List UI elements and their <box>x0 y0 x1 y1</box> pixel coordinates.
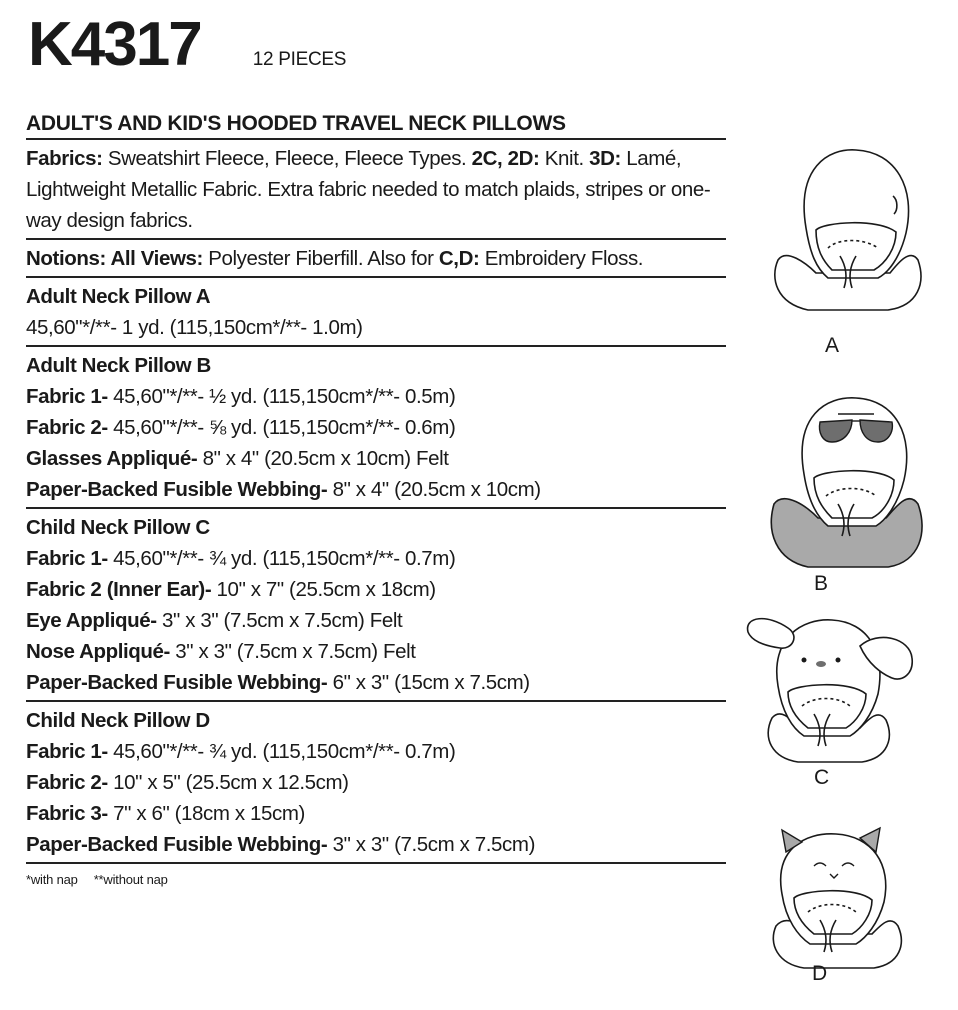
pillow-a-section <box>26 278 726 347</box>
row-value: 8" x 4" (20.5cm x 10cm) <box>327 478 541 501</box>
requirement-row <box>26 736 726 767</box>
pattern-title: ADULT'S AND KID'S HOODED TRAVEL NECK PILLOWS <box>26 108 726 140</box>
ear-left <box>748 619 794 649</box>
row-label: Glasses Appliqué- <box>26 447 198 470</box>
requirement-row <box>26 829 726 860</box>
pillow-d-heading: Child Neck Pillow D <box>26 709 210 732</box>
requirement-row <box>26 574 726 605</box>
eye-right <box>836 658 841 663</box>
fabrics-types: Sweatshirt Fleece, Fleece, Fleece Types. <box>102 147 472 170</box>
row-label: Fabric 3- <box>26 802 108 825</box>
pattern-header <box>28 10 347 79</box>
pillow-d-section <box>26 702 726 864</box>
row-value: 45,60"*/**- ¾ yd. (115,150cm*/**- 0.7m) <box>107 547 456 570</box>
view-c-illustration <box>742 608 917 768</box>
requirement-row <box>26 667 726 698</box>
requirement-row <box>26 605 726 636</box>
row-label: Fabric 2- <box>26 416 108 439</box>
notions-floss: Embroidery Floss. <box>479 247 644 270</box>
row-value: 10" x 7" (25.5cm x 18cm) <box>211 578 436 601</box>
pillow-a-heading: Adult Neck Pillow A <box>26 285 211 308</box>
row-label: Paper-Backed Fusible Webbing- <box>26 478 328 501</box>
row-label: Paper-Backed Fusible Webbing- <box>26 833 328 856</box>
pattern-code: K4317 <box>28 10 201 79</box>
requirement-row <box>26 412 726 443</box>
view-d-illustration <box>764 822 924 972</box>
requirement-row <box>26 543 726 574</box>
fabrics-label: Fabrics: <box>26 147 103 170</box>
view-c-label: C <box>814 766 830 789</box>
notions-view-cd: C,D: <box>438 247 480 270</box>
row-label: Fabric 2 (Inner Ear)- <box>26 578 212 601</box>
row-value: 6" x 3" (15cm x 7.5cm) <box>327 671 530 694</box>
fabrics-metallic: Lamé, Lightweight Metallic Fabric. Extra fabric needed to match plaids, stripes or one-way design fabrics. <box>26 147 711 232</box>
view-illustrations <box>740 0 958 1010</box>
nose-applique <box>816 661 826 667</box>
row-value: 3" x 3" (7.5cm x 7.5cm) Felt <box>156 609 403 632</box>
footnote-without-nap: **without nap <box>93 872 168 887</box>
pillow-c-section <box>26 509 726 702</box>
view-a-label: A <box>825 334 840 357</box>
row-value: 7" x 6" (18cm x 15cm) <box>107 802 305 825</box>
pillow-a-yardage: 45,60"*/**- 1 yd. (115,150cm*/**- 1.0m) <box>26 316 363 339</box>
view-d-label: D <box>812 962 828 985</box>
fabrics-section <box>26 140 726 240</box>
fabrics-knit: Knit. <box>539 147 590 170</box>
requirement-row <box>26 381 726 412</box>
pillow-c-heading: Child Neck Pillow C <box>26 516 210 539</box>
requirement-row <box>26 474 726 505</box>
notions-label: Notions: All Views: <box>26 247 203 270</box>
row-value: 3" x 3" (7.5cm x 7.5cm) Felt <box>169 640 416 663</box>
pillow-b-section <box>26 347 726 509</box>
fabrics-view-3d: 3D: <box>589 147 621 170</box>
row-label: Fabric 1- <box>26 385 108 408</box>
row-label: Fabric 1- <box>26 740 108 763</box>
eye-left <box>802 658 807 663</box>
requirement-row <box>26 798 726 829</box>
row-label: Eye Appliqué- <box>26 609 157 632</box>
pieces-count: 12 PIECES <box>252 49 347 70</box>
requirement-row <box>26 767 726 798</box>
row-label: Paper-Backed Fusible Webbing- <box>26 671 328 694</box>
footnotes <box>26 872 726 887</box>
row-value: 3" x 3" (7.5cm x 7.5cm) <box>327 833 536 856</box>
row-label: Fabric 1- <box>26 547 108 570</box>
pillow-b-heading: Adult Neck Pillow B <box>26 354 211 377</box>
requirement-row <box>26 636 726 667</box>
view-b-illustration <box>768 392 933 572</box>
row-value: 45,60"*/**- ⅝ yd. (115,150cm*/**- 0.6m) <box>107 416 456 439</box>
fabrics-text <box>26 143 726 236</box>
view-b-label: B <box>814 572 829 595</box>
requirements-panel <box>26 108 726 887</box>
notions-fiberfill: Polyester Fiberfill. Also for <box>202 247 439 270</box>
notions-text <box>26 243 726 274</box>
row-label: Fabric 2- <box>26 771 108 794</box>
footnote-with-nap: *with nap <box>26 872 78 887</box>
view-a-illustration <box>768 138 933 318</box>
row-value: 8" x 4" (20.5cm x 10cm) Felt <box>197 447 449 470</box>
row-value: 10" x 5" (25.5cm x 12.5cm) <box>107 771 349 794</box>
notions-section <box>26 240 726 278</box>
requirement-row <box>26 443 726 474</box>
row-label: Nose Appliqué- <box>26 640 170 663</box>
fabrics-view-2c-2d: 2C, 2D: <box>471 147 540 170</box>
row-value: 45,60"*/**- ½ yd. (115,150cm*/**- 0.5m) <box>107 385 456 408</box>
row-value: 45,60"*/**- ¾ yd. (115,150cm*/**- 0.7m) <box>107 740 456 763</box>
